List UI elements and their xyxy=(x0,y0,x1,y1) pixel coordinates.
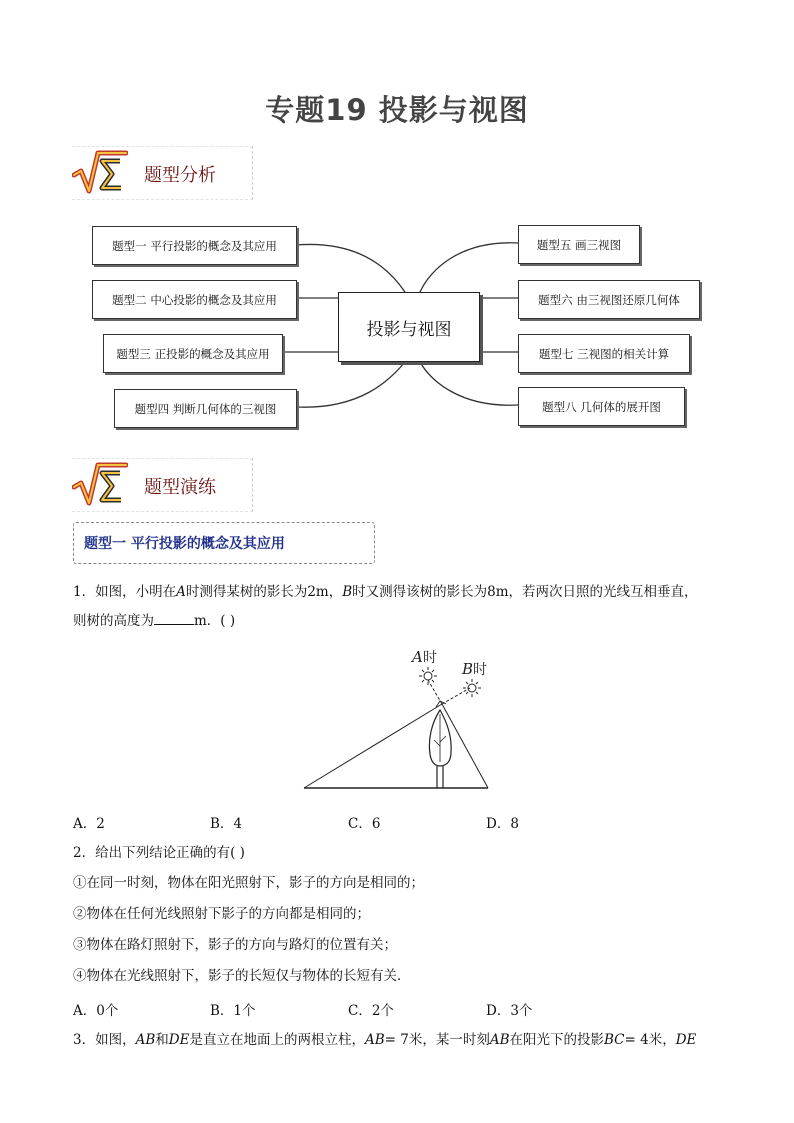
section-header-practice xyxy=(72,458,253,512)
figure-label-B-suffix: 时 xyxy=(473,662,487,678)
mindmap-center-node: 投影与视图 xyxy=(338,292,480,362)
sun-icon xyxy=(419,667,437,685)
mindmap-node-right-4: 题型八 几何体的展开图 xyxy=(518,387,685,426)
q2-option-b[interactable]: B．1个 xyxy=(210,1003,256,1019)
q1-line-2: 则树的高度为 m．( ) xyxy=(73,613,236,629)
section-label: 题型演练 xyxy=(144,477,216,498)
sqrt-sigma-icon xyxy=(72,461,128,509)
figure-label-A-suffix: 时 xyxy=(423,650,437,666)
figure-label-B: B xyxy=(462,660,474,678)
topic-bar: 题型一 平行投影的概念及其应用 xyxy=(73,522,375,564)
q1-option-d[interactable]: D．8 xyxy=(486,816,519,832)
q1-option-c[interactable]: C．6 xyxy=(348,816,381,832)
page-title: 专题19 投影与视图 xyxy=(265,93,529,127)
mindmap-node-left-2: 题型二 中心投影的概念及其应用 xyxy=(92,280,297,319)
q2-item-4: ④物体在光线照射下，影子的长短仅与物体的长短有关． xyxy=(73,968,411,984)
mindmap-connectors xyxy=(0,0,794,440)
q2-stem: 2．给出下列结论正确的有( ) xyxy=(73,845,245,861)
mindmap-node-right-3: 题型七 三视图的相关计算 xyxy=(518,334,690,373)
q2-item-1: ①在同一时刻，物体在阳光照射下，影子的方向是相同的； xyxy=(73,875,424,891)
mindmap-node-left-1: 题型一 平行投影的概念及其应用 xyxy=(92,226,297,265)
q1-line-1: 1．如图，小明在A时测得某树的影长为2m，B时又测得该树的影长为8m，若两次日照的光线互相垂直， xyxy=(73,584,698,600)
q2-option-c[interactable]: C．2个 xyxy=(348,1003,394,1019)
mindmap-node-left-3: 题型三 正投影的概念及其应用 xyxy=(103,334,283,373)
sun-icon xyxy=(463,679,481,697)
q2-item-2: ②物体在任何光线照射下影子的方向都是相同的； xyxy=(73,906,370,922)
q3-line-1: 3．如图，AB和DE是直立在地面上的两根立柱，AB= 7米，某一时刻AB在阳光下的投影BC= 4米，DE xyxy=(73,1032,697,1048)
q2-option-a[interactable]: A．0个 xyxy=(73,1003,119,1019)
figure-label-A: A xyxy=(412,648,423,666)
answer-blank xyxy=(154,611,194,625)
q1-figure-tree-shadow xyxy=(290,640,520,795)
section-label: 题型分析 xyxy=(144,165,216,186)
mindmap-node-left-4: 题型四 判断几何体的三视图 xyxy=(114,389,297,428)
q1-option-b[interactable]: B．4 xyxy=(210,816,243,832)
q2-item-3: ③物体在路灯照射下，影子的方向与路灯的位置有关； xyxy=(73,937,397,953)
mindmap-node-right-1: 题型五 画三视图 xyxy=(518,225,640,264)
q1-option-a[interactable]: A．2 xyxy=(73,816,105,832)
mindmap-node-right-2: 题型六 由三视图还原几何体 xyxy=(518,280,700,319)
q2-option-d[interactable]: D．3个 xyxy=(486,1003,533,1019)
